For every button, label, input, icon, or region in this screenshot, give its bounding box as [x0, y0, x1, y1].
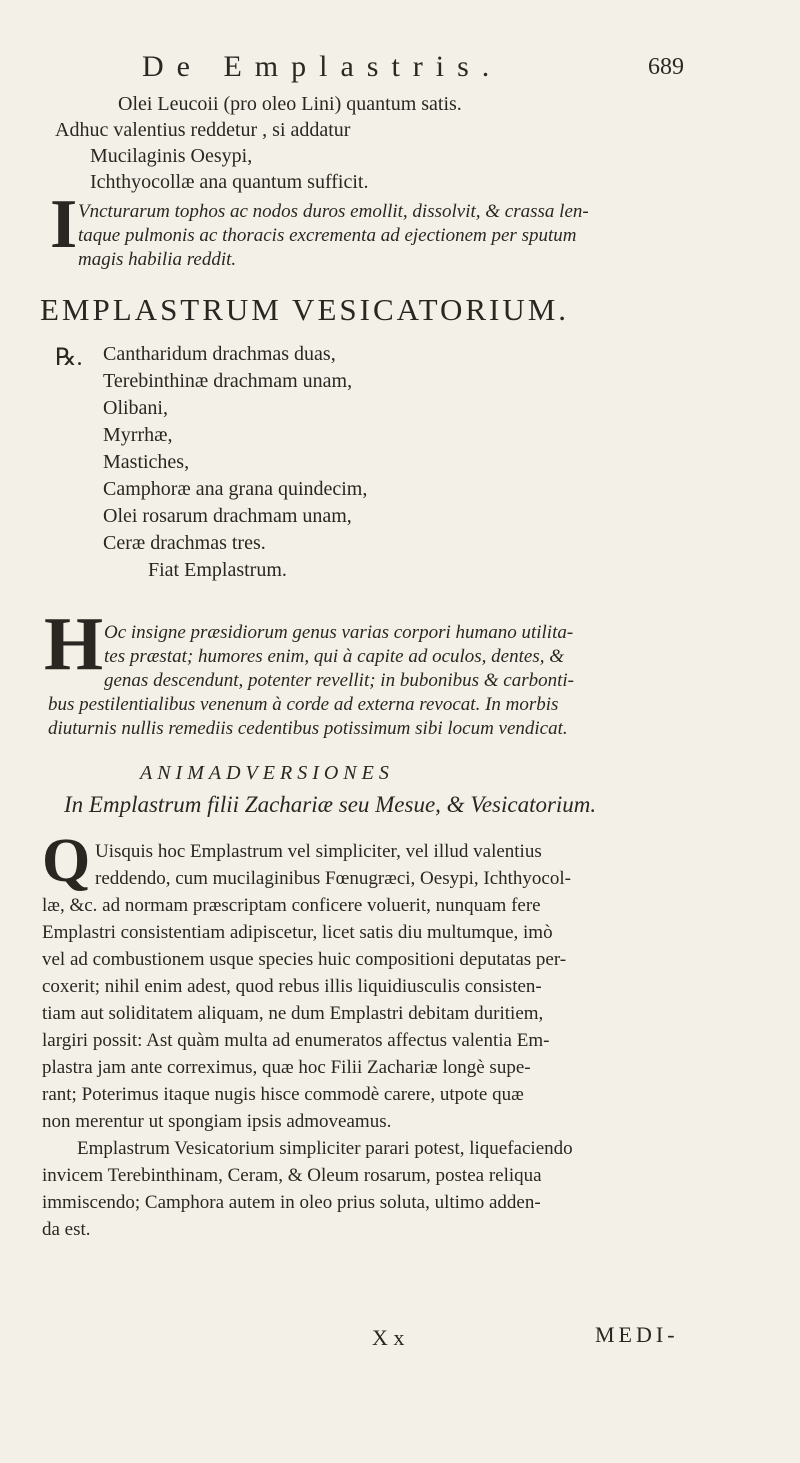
ingredient-line: Camphoræ ana grana quindecim, [103, 478, 368, 500]
paragraph-line: immiscendo; Camphora autem in oleo prius soluta, ultimo adden- [42, 1192, 541, 1213]
drop-cap: I [50, 186, 78, 263]
paragraph-line: læ, &c. ad normam præscriptam conficere voluerit, nunquam fere [42, 895, 541, 916]
paragraph-line: Oc insigne præsidiorum genus varias corpori humano utilita- [104, 622, 574, 643]
recipe-line: Ichthyocollæ ana quantum sufficit. [90, 171, 369, 193]
paragraph-line: diuturnis nullis remediis cedentibus potissimum sibi locum vendicat. [48, 718, 568, 739]
paragraph-line: Uisquis hoc Emplastrum vel simpliciter, vel illud valentius [95, 841, 542, 862]
paragraph-line: vel ad combustionem usque species huic compositioni deputatas per- [42, 949, 567, 970]
paragraph-line: Emplastri consistentiam adipiscetur, licet satis diu multumque, imò [42, 922, 553, 943]
paragraph-line: genas descendunt, potenter revellit; in bubonibus & carbonti- [104, 670, 574, 691]
animadversiones-title: ANIMADVERSIONES [140, 762, 394, 784]
recipe-symbol: ℞. [55, 345, 83, 371]
catchword: MEDI- [595, 1322, 679, 1347]
running-title: De Emplastris. [142, 50, 503, 83]
paragraph-line: rant; Poterimus itaque nugis hisce commodè carere, utpote quæ [42, 1084, 524, 1105]
paragraph-line: largiri possit: Ast quàm multa ad enumeratos affectus valentia Em- [42, 1030, 550, 1051]
signature-mark: X x [372, 1325, 405, 1350]
animadversiones-subtitle: In Emplastrum filii Zachariæ seu Mesue, & Vesicatorium. [64, 792, 597, 817]
paragraph-line: coxerit; nihil enim adest, quod rebus illis liquidiusculis consisten- [42, 976, 542, 997]
paragraph-line: plastra jam ante correximus, quæ hoc Filii Zachariæ longè supe- [42, 1057, 531, 1078]
ingredient-line: Ceræ drachmas tres. [103, 532, 266, 554]
paragraph-line: taque pulmonis ac thoracis excrementa ad ejectionem per sputum [78, 225, 577, 246]
paragraph-line: Emplastrum Vesicatorium simpliciter parari potest, liquefaciendo [77, 1138, 573, 1159]
paragraph-line: tiam aut soliditatem aliquam, ne dum Emplastri debitam duritiem, [42, 1003, 544, 1024]
ingredient-line: Terebinthinæ drachmam unam, [103, 370, 353, 392]
paragraph-line: da est. [42, 1219, 91, 1240]
paragraph-line: tes præstat; humores enim, qui à capite ad oculos, dentes, & [104, 646, 564, 667]
recipe-line: Olei Leucoii (pro oleo Lini) quantum satis. [118, 93, 462, 115]
paragraph-line: magis habilia reddit. [78, 249, 237, 270]
page-number: 689 [648, 54, 684, 80]
recipe-line: Adhuc valentius reddetur , si addatur [55, 119, 351, 141]
page-header [0, 50, 800, 90]
ingredient-line: Olei rosarum drachmam unam, [103, 505, 352, 527]
paragraph-line: Vncturarum tophos ac nodos duros emollit, dissolvit, & crassa len- [78, 201, 589, 222]
ingredient-line: Olibani, [103, 397, 168, 419]
paragraph-line: reddendo, cum mucilaginibus Fœnugræci, Oesypi, Ichthyocol- [95, 868, 571, 889]
drop-cap: Q [42, 827, 91, 895]
drop-cap: H [44, 602, 104, 686]
paragraph-line: bus pestilentialibus venenum à corde ad externa revocat. In morbis [48, 694, 559, 715]
ingredient-line: Cantharidum drachmas duas, [103, 343, 336, 365]
ingredient-line: Mastiches, [103, 451, 190, 473]
paragraph-line: invicem Terebinthinam, Ceram, & Oleum rosarum, postea reliqua [42, 1165, 542, 1186]
paragraph-line: non merentur ut spongiam ipsis admoveamus. [42, 1111, 392, 1132]
ingredient-line: Myrrhæ, [103, 424, 173, 446]
recipe-line: Mucilaginis Oesypi, [90, 145, 253, 167]
section-title: EMPLASTRUM VESICATORIUM. [40, 292, 570, 327]
ingredient-line: Fiat Emplastrum. [148, 559, 287, 581]
